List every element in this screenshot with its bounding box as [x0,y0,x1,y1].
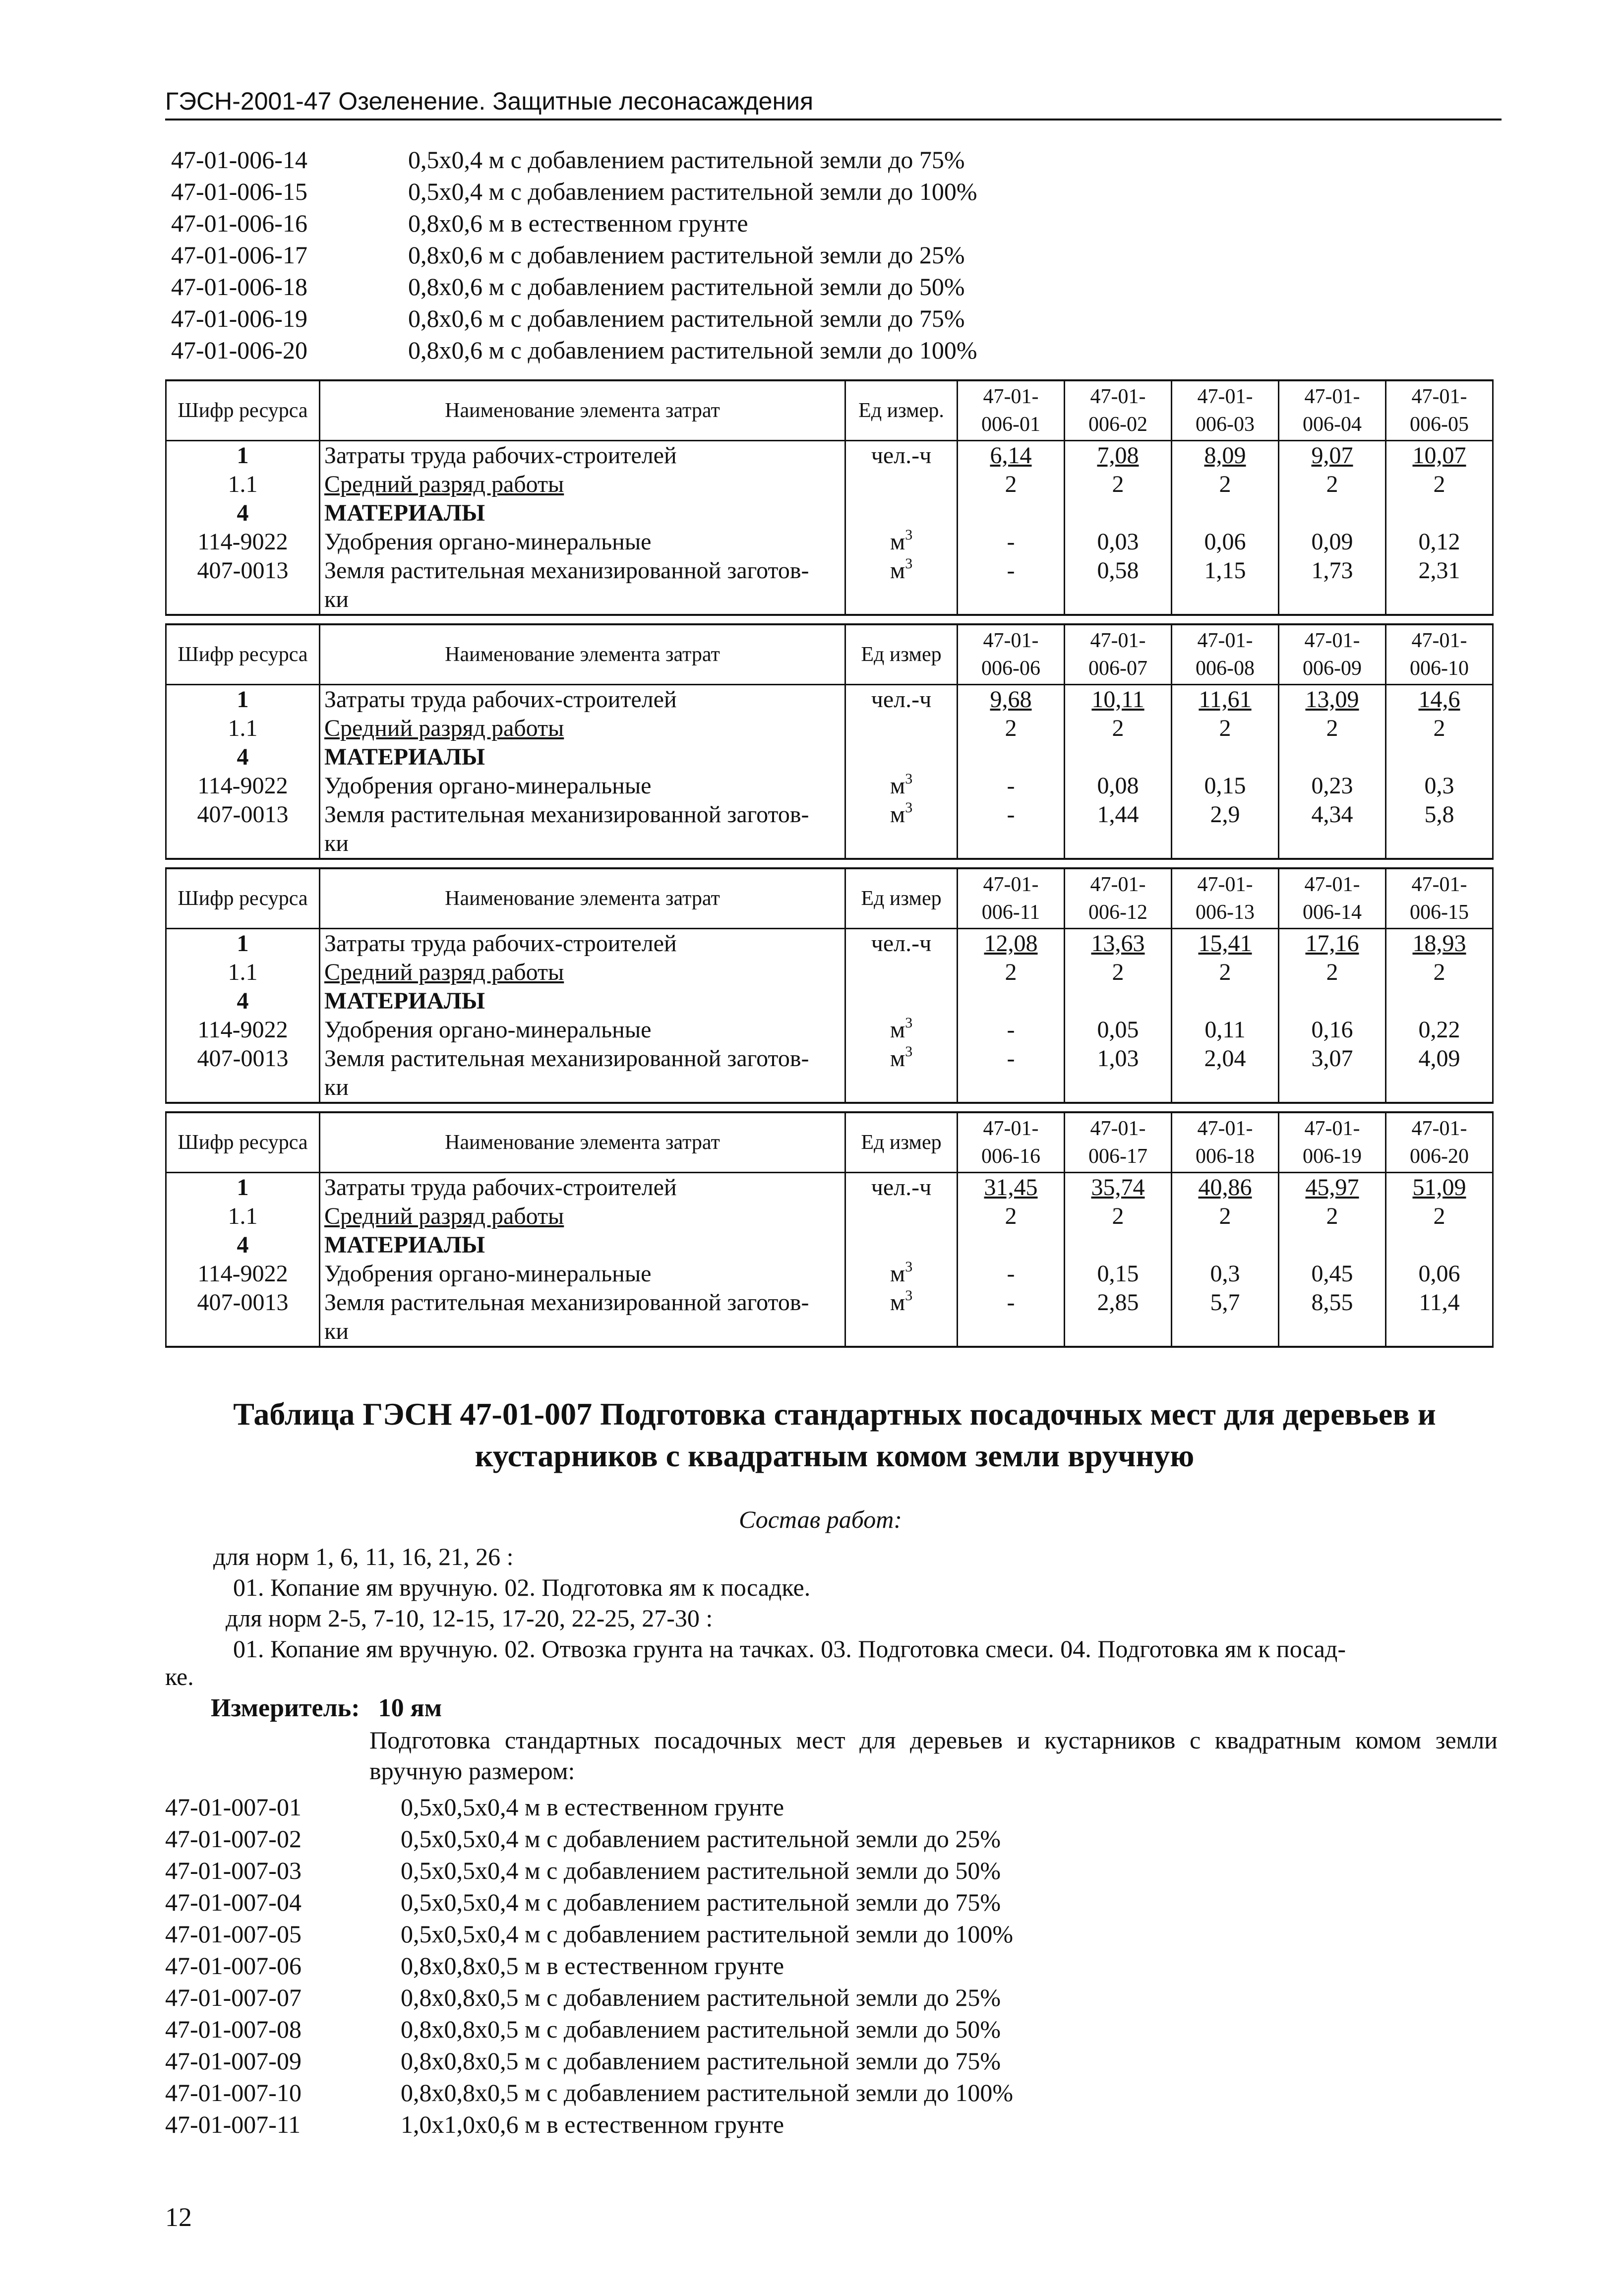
unit: чел.-ч [845,1173,958,1203]
header-norm-code: 47-01- 006-11 [958,868,1065,929]
header-norm-code: 47-01- 006-19 [1279,1112,1386,1173]
header-norm-code: 47-01- 006-14 [1279,868,1386,929]
unit [845,772,958,800]
list-item [165,1950,1013,1982]
cost-element-name: Затраты труда рабочих-строителей [320,441,845,471]
table-row [166,1044,1493,1073]
norms-group-1-label: для норм 1, 6, 11, 16, 21, 26 : [213,1543,514,1570]
list-item [165,1886,1013,1918]
value-cell: 2,85 [1065,1288,1172,1317]
resource-code: 1.1 [166,1202,320,1231]
value-cell: 13,09 [1279,685,1386,715]
value-cell: 2 [1386,470,1493,499]
value-cell: 2 [958,714,1065,743]
header-resource-code: Шифр ресурса [166,380,320,441]
value-cell: 0,45 [1279,1260,1386,1288]
table-row [166,528,1493,556]
table-row [166,829,1493,859]
resource-code: 4 [166,499,320,528]
unit-superscript: 3 [905,556,913,572]
page-header [165,87,1502,120]
norm-description: 0,5х0,4 м с добавлением растительной земли до 100% [408,178,977,205]
value-cell: 2 [1065,470,1172,499]
value-cell: 4,34 [1279,800,1386,829]
unit-superscript: 3 [905,1288,913,1304]
value-cell: 2 [1172,1202,1279,1231]
table-row [166,441,1493,471]
value-cell: 2 [1065,714,1172,743]
norm-description: 1,0х1,0х0,6 м в естественном грунте [401,2110,784,2138]
value-cell: 0,16 [1279,1016,1386,1044]
value-cell: 2 [1386,958,1493,987]
unit-text: м [890,529,905,555]
resource-code: 114-9022 [166,528,320,556]
cost-element-name: Земля растительная механизированной заготов- [320,556,845,585]
table-row [166,685,1493,715]
value-cell: 0,15 [1065,1260,1172,1288]
norm-description: 0,5х0,5х0,4 м с добавлением растительной земли до 50% [401,1857,1001,1884]
unit [845,1016,958,1044]
table-header-row [166,868,1493,929]
resource-code: 4 [166,743,320,772]
value-cell: 10,11 [1065,685,1172,715]
norm-code: 47-01-007-08 [165,2015,301,2043]
cost-element-name: Земля растительная механизированной заготов- [320,1044,845,1073]
header-norm-code: 47-01- 006-12 [1065,868,1172,929]
table-row [166,1231,1493,1260]
header-norm-code: 47-01- 006-17 [1065,1112,1172,1173]
value-cell: 2 [1065,1202,1172,1231]
value-cell: 2 [1279,1202,1386,1231]
header-norm-code: 47-01- 006-08 [1172,624,1279,685]
list-item [165,2013,1013,2045]
header-norm-code: 47-01- 006-06 [958,624,1065,685]
header-norm-code: 47-01- 006-18 [1172,1112,1279,1173]
unit-superscript: 3 [905,772,913,787]
resource-table-4 [165,1111,1494,1348]
norm-description: 0,8х0,6 м с добавлением растительной земли до 25% [408,241,965,269]
norm-code: 47-01-007-03 [165,1857,301,1884]
header-unit: Ед измер [845,868,958,929]
resource-code: 407-0013 [166,800,320,829]
section-heading: МАТЕРИАЛЫ [320,499,845,528]
unit [845,714,958,743]
cost-element-name: Земля растительная механизированной заготов- [320,1288,845,1317]
cost-element-name: Затраты труда рабочих-строителей [320,929,845,959]
table-row [166,1202,1493,1231]
resource-code: 407-0013 [166,1288,320,1317]
value-cell: 35,74 [1065,1173,1172,1203]
value-cell: 7,08 [1065,441,1172,471]
value-cell: - [958,1260,1065,1288]
unit-superscript: 3 [905,1044,913,1060]
norm-description: 0,8х0,8х0,5 м с добавлением растительной земли до 100% [401,2079,1014,2106]
table-row [166,585,1493,615]
norm-description: 0,8х0,6 м в естественном грунте [408,209,748,237]
header-cost-element: Наименование элемента затрат [320,380,845,441]
norm-description: 0,5х0,5х0,4 м с добавлением растительной земли до 25% [401,1825,1001,1853]
list-item [171,239,977,271]
norm-description: 0,5х0,5х0,4 м с добавлением растительной земли до 100% [401,1920,1014,1948]
unit-superscript: 3 [905,800,913,816]
norm-code: 47-01-006-17 [171,241,307,269]
cost-element-name-continued: ки [320,585,845,615]
value-cell: 2 [1172,714,1279,743]
unit-text: м [890,1045,905,1072]
norm-description: 0,8х0,6 м с добавлением растительной земли до 100% [408,336,977,364]
value-cell: 3,07 [1279,1044,1386,1073]
list-item [165,1982,1013,2013]
value-cell: 2 [1065,958,1172,987]
section-heading: МАТЕРИАЛЫ [320,987,845,1016]
value-cell: 2 [1279,958,1386,987]
norm-code: 47-01-007-05 [165,1920,301,1948]
value-cell: 2 [1172,958,1279,987]
value-cell: 18,93 [1386,929,1493,959]
table-row [166,556,1493,585]
value-cell: 5,7 [1172,1288,1279,1317]
cost-element-name: Удобрения органо-минеральные [320,772,845,800]
norm-code: 47-01-007-10 [165,2079,301,2106]
value-cell: 1,03 [1065,1044,1172,1073]
header-norm-code: 47-01- 006-15 [1386,868,1493,929]
value-cell: - [958,1288,1065,1317]
value-cell: 0,06 [1386,1260,1493,1288]
list-item [165,1855,1013,1886]
cost-element-name: Затраты труда рабочих-строителей [320,1173,845,1203]
cost-element-name-continued: ки [320,1317,845,1347]
list-item [171,144,977,176]
unit [845,800,958,829]
header-norm-code: 47-01- 006-05 [1386,380,1493,441]
table-row [166,1317,1493,1347]
norm-description: 0,8х0,6 м с добавлением растительной земли до 75% [408,304,965,332]
resource-code: 1.1 [166,714,320,743]
resource-code: 114-9022 [166,772,320,800]
norm-code: 47-01-006-18 [171,273,307,301]
header-resource-code: Шифр ресурса [166,624,320,685]
cost-element-name: Средний разряд работы [320,714,845,743]
value-cell: 2,31 [1386,556,1493,585]
value-cell: 9,07 [1279,441,1386,471]
header-norm-code: 47-01- 006-04 [1279,380,1386,441]
norms-group-2-label: для норм 2-5, 7-10, 12-15, 17-20, 22-25, 27-30 : [226,1604,713,1632]
header-resource-code: Шифр ресурса [166,1112,320,1173]
value-cell: 6,14 [958,441,1065,471]
unit [845,958,958,987]
cost-element-name: Затраты труда рабочих-строителей [320,685,845,715]
table-row [166,1260,1493,1288]
resource-code: 1 [166,1173,320,1203]
value-cell: 0,3 [1386,772,1493,800]
resource-code: 1.1 [166,470,320,499]
intro-paragraph: Подготовка стандартных посадочных мест для деревьев и кустарников с квадратным комом земли вручную размером: [369,1726,1498,1785]
value-cell: 31,45 [958,1173,1065,1203]
norm-description: 0,8х0,8х0,5 м с добавлением растительной земли до 25% [401,1984,1001,2011]
value-cell: 0,12 [1386,528,1493,556]
norm-code: 47-01-007-11 [165,2110,301,2138]
cost-element-name: Удобрения органо-минеральные [320,528,845,556]
table-row [166,714,1493,743]
header-unit: Ед измер [845,1112,958,1173]
bottom-code-list [165,1791,1013,2140]
norms-group-2-text: 01. Копание ям вручную. 02. Отвозка грунта на тачках. 03. Подготовка смеси. 04. Подготовка ям к посад- [233,1635,1346,1663]
page-number: 12 [165,2202,192,2232]
value-cell: 11,61 [1172,685,1279,715]
header-norm-code: 47-01- 006-16 [958,1112,1065,1173]
norm-code: 47-01-006-16 [171,209,307,237]
value-cell: 5,8 [1386,800,1493,829]
table-row [166,1173,1493,1203]
table-header-row [166,624,1493,685]
table-row [166,1288,1493,1317]
unit-text: м [890,1017,905,1043]
value-cell: 2 [958,958,1065,987]
value-cell: 2 [1386,714,1493,743]
norm-code: 47-01-006-14 [171,146,307,174]
value-cell: 0,11 [1172,1016,1279,1044]
value-cell: - [958,772,1065,800]
value-cell: 10,07 [1386,441,1493,471]
unit-text: м [890,801,905,828]
list-item [171,302,977,334]
value-cell: 0,58 [1065,556,1172,585]
resource-code: 407-0013 [166,1044,320,1073]
unit-text: м [890,1289,905,1316]
header-cost-element: Наименование элемента затрат [320,868,845,929]
value-cell: 2,04 [1172,1044,1279,1073]
cost-element-name-continued: ки [320,1073,845,1103]
value-cell: 17,16 [1279,929,1386,959]
header-norm-code: 47-01- 006-20 [1386,1112,1493,1173]
table-row [166,800,1493,829]
cost-element-name: Средний разряд работы [320,1202,845,1231]
value-cell: 0,08 [1065,772,1172,800]
table-row [166,772,1493,800]
unit [845,1044,958,1073]
norm-code: 47-01-007-04 [165,1888,301,1916]
header-norm-code: 47-01- 006-01 [958,380,1065,441]
value-cell: 4,09 [1386,1044,1493,1073]
value-cell: 0,03 [1065,528,1172,556]
list-item [171,176,977,207]
value-cell: 15,41 [1172,929,1279,959]
header-norm-code: 47-01- 006-10 [1386,624,1493,685]
norms-group-2-text-continued: ке. [165,1663,194,1690]
unit [845,528,958,556]
resource-table-2 [165,623,1494,860]
value-cell: 2 [958,470,1065,499]
table-row [166,1016,1493,1044]
header-norm-code: 47-01- 006-09 [1279,624,1386,685]
list-item [165,2108,1013,2140]
table-row [166,470,1493,499]
table-row [166,499,1493,528]
value-cell: 2,9 [1172,800,1279,829]
value-cell: 13,63 [1065,929,1172,959]
table-row [166,743,1493,772]
header-unit: Ед измер. [845,380,958,441]
header-norm-code: 47-01- 006-02 [1065,380,1172,441]
resource-code: 1 [166,929,320,959]
value-cell: 0,09 [1279,528,1386,556]
value-cell: 8,09 [1172,441,1279,471]
work-composition-heading: Состав работ: [739,1505,902,1533]
unit-superscript: 3 [905,1260,913,1275]
unit: чел.-ч [845,685,958,715]
resource-code: 4 [166,1231,320,1260]
resource-code: 4 [166,987,320,1016]
cost-element-name: Удобрения органо-минеральные [320,1016,845,1044]
resource-code: 1 [166,441,320,471]
list-item [165,1791,1013,1823]
norm-description: 0,5х0,5х0,4 м в естественном грунте [401,1793,784,1821]
value-cell: 51,09 [1386,1173,1493,1203]
list-item [165,2077,1013,2108]
norm-description: 0,8х0,8х0,5 м с добавлением растительной земли до 75% [401,2047,1001,2075]
cost-element-name-continued: ки [320,829,845,859]
unit: чел.-ч [845,441,958,471]
section-heading: МАТЕРИАЛЫ [320,1231,845,1260]
resource-code: 114-9022 [166,1260,320,1288]
cost-element-name: Средний разряд работы [320,958,845,987]
section-title [165,1393,1504,1477]
norm-description: 0,8х0,8х0,5 м с добавлением растительной земли до 50% [401,2015,1001,2043]
value-cell: 0,22 [1386,1016,1493,1044]
value-cell: 8,55 [1279,1288,1386,1317]
value-cell: - [958,1016,1065,1044]
header-unit: Ед измер [845,624,958,685]
norm-code: 47-01-006-20 [171,336,307,364]
value-cell: 2 [958,1202,1065,1231]
list-item [171,207,977,239]
measure-value: 10 ям [378,1694,442,1722]
resource-code: 114-9022 [166,1016,320,1044]
value-cell: 14,6 [1386,685,1493,715]
unit-superscript: 3 [905,1016,913,1031]
value-cell: 0,3 [1172,1260,1279,1288]
header-norm-code: 47-01- 006-07 [1065,624,1172,685]
unit [845,556,958,585]
value-cell: 0,05 [1065,1016,1172,1044]
value-cell: - [958,800,1065,829]
top-code-list [171,144,977,366]
list-item [171,334,977,366]
norms-group-1-text: 01. Копание ям вручную. 02. Подготовка ям к посадке. [233,1573,811,1601]
measure-line [211,1693,442,1723]
value-cell: 1,15 [1172,556,1279,585]
table-row [166,958,1493,987]
unit: чел.-ч [845,929,958,959]
norm-code: 47-01-006-15 [171,178,307,205]
list-item [165,1918,1013,1950]
norm-code: 47-01-007-06 [165,1952,301,1980]
norm-description: 0,8х0,8х0,5 м в естественном грунте [401,1952,784,1980]
header-norm-code: 47-01- 006-13 [1172,868,1279,929]
unit-superscript: 3 [905,528,913,543]
norm-code: 47-01-007-07 [165,1984,301,2011]
table-row [166,929,1493,959]
value-cell: 9,68 [958,685,1065,715]
value-cell: - [958,556,1065,585]
header-title: ГЭСН-2001-47 Озеленение. Защитные лесонасаждения [165,87,814,115]
norm-description: 0,8х0,6 м с добавлением растительной земли до 50% [408,273,965,301]
section-title-line-2: кустарников с квадратным комом земли вручную [475,1438,1195,1473]
value-cell: - [958,528,1065,556]
value-cell: 2 [1279,470,1386,499]
unit [845,1288,958,1317]
table-header-row [166,380,1493,441]
value-cell: 11,4 [1386,1288,1493,1317]
section-heading: МАТЕРИАЛЫ [320,743,845,772]
resource-code: 407-0013 [166,556,320,585]
cost-element-name: Удобрения органо-минеральные [320,1260,845,1288]
value-cell: 1,73 [1279,556,1386,585]
value-cell: 0,15 [1172,772,1279,800]
table-header-row [166,1112,1493,1173]
section-title-line-1: Таблица ГЭСН 47-01-007 Подготовка стандартных посадочных мест для деревьев и [233,1396,1436,1432]
measure-label: Измеритель: [211,1694,360,1722]
value-cell: 2 [1386,1202,1493,1231]
norm-code: 47-01-007-09 [165,2047,301,2075]
table-row [166,1073,1493,1103]
unit-text: м [890,557,905,584]
value-cell: 40,86 [1172,1173,1279,1203]
norm-description: 0,5х0,4 м с добавлением растительной земли до 75% [408,146,965,174]
cost-element-name: Земля растительная механизированной заготов- [320,800,845,829]
list-item [171,271,977,302]
resource-code: 1 [166,685,320,715]
value-cell: 45,97 [1279,1173,1386,1203]
norm-code: 47-01-006-19 [171,304,307,332]
norm-description: 0,5х0,5х0,4 м с добавлением растительной земли до 75% [401,1888,1001,1916]
unit-text: м [890,1261,905,1287]
value-cell: 1,44 [1065,800,1172,829]
header-cost-element: Наименование элемента затрат [320,1112,845,1173]
resource-table-3 [165,867,1494,1104]
value-cell: 0,06 [1172,528,1279,556]
value-cell: 0,23 [1279,772,1386,800]
value-cell: 2 [1279,714,1386,743]
value-cell: - [958,1044,1065,1073]
list-item [165,1823,1013,1855]
value-cell: 12,08 [958,929,1065,959]
header-norm-code: 47-01- 006-03 [1172,380,1279,441]
norm-code: 47-01-007-01 [165,1793,301,1821]
value-cell: 2 [1172,470,1279,499]
resource-table-1 [165,379,1494,616]
header-resource-code: Шифр ресурса [166,868,320,929]
unit [845,1260,958,1288]
header-cost-element: Наименование элемента затрат [320,624,845,685]
unit-text: м [890,773,905,799]
cost-element-name: Средний разряд работы [320,470,845,499]
list-item [165,2045,1013,2077]
table-row [166,987,1493,1016]
unit [845,1202,958,1231]
norm-code: 47-01-007-02 [165,1825,301,1853]
resource-code: 1.1 [166,958,320,987]
unit [845,470,958,499]
